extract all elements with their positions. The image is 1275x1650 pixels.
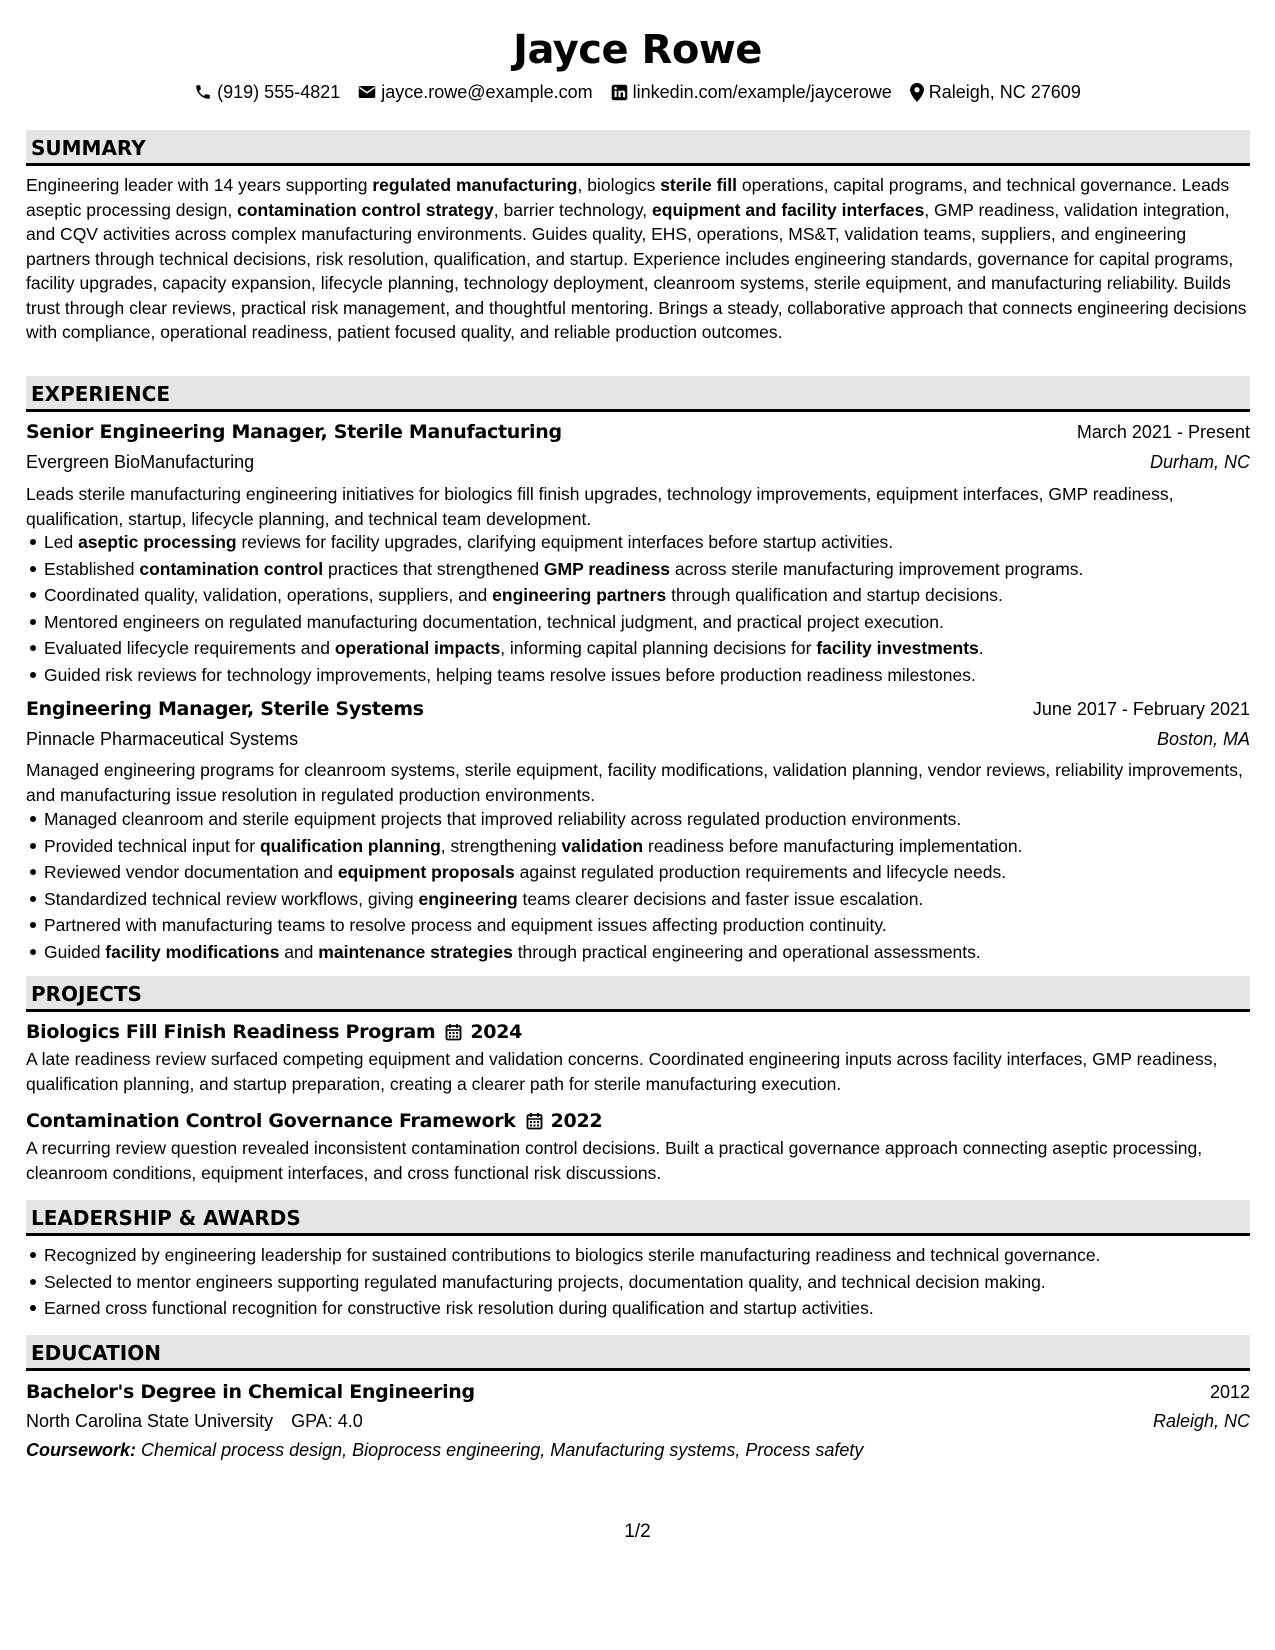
candidate-name: Jayce Rowe [513,27,762,73]
project-year [445,1019,522,1045]
contact-email[interactable] [358,80,592,104]
job-description: Managed engineering programs for cleanroom systems, sterile equipment, facility modifications, validation planning, vendor reviews, reliability improvements, and manufacturing issue resolution in regulated production environments. [26,760,1243,805]
leadership-bullets [26,1242,1250,1322]
bullet-item: Evaluated lifecycle requirements and operational impacts, informing capital planning decisions for facility investments. [26,635,1250,662]
leadership-heading: LEADERSHIP & AWARDS [31,1206,301,1230]
coursework-label: Coursework: [26,1440,137,1460]
job-location: Durham, NC [1149,452,1250,472]
experience-section-header [26,376,1250,412]
job-location: Boston, MA [1156,729,1250,749]
contact-phone [194,80,340,104]
emphasis-text: operational impacts [334,638,501,658]
emphasis-text: regulated manufacturing [372,175,578,195]
contact-row [0,80,1275,104]
emphasis-text: contamination control strategy [237,199,494,220]
envelope-icon [358,84,376,100]
coursework-text: Chemical process design, Bioprocess engineering, Manufacturing systems, Process safety [141,1440,864,1460]
graduation-year: 2012 [1209,1382,1250,1402]
emphasis-text: sterile fill [660,175,738,195]
experience-heading: EXPERIENCE [31,382,170,406]
project-year-text: 2024 [470,1021,523,1043]
calendar-icon [526,1112,543,1130]
projects-section-header [26,976,1250,1012]
emphasis-text: maintenance strategies [318,941,513,962]
emphasis-text: engineering [418,888,518,909]
summary-text: Engineering leader with 14 years supporting regulated manufacturing, biologics sterile fill operations, capital programs, and technical governance. Leads aseptic processing design, contamination control strategy, barrier technology, equipment and facility interfaces, GMP readiness, validation integration, and CQV activities across complex manufacturing environments. Guides quality, EHS, operations, MS&T, validation teams, suppliers, and engineering partners through technical decisions, risk resolution, qualification, and startup. Experience includes engineering standards, governance for capital programs, facility upgrades, capacity expansion, lifecycle planning, technology deployment, cleanroom systems, sterile equipment, and manufacturing reliability. Builds trust through clear reviews, practical risk management, and thoughtful mentoring. Brings a steady, collaborative approach that connects engineering decisions with compliance, operational readiness, patient focused quality, and reliable production outcomes. [26,175,1247,342]
summary-section-header [26,130,1250,166]
bullet-item: Reviewed vendor documentation and equipment proposals against regulated production requirements and lifecycle needs. [26,859,1250,886]
job-title: Senior Engineering Manager, Sterile Manufacturing [26,421,562,443]
leadership-item: Recognized by engineering leadership for sustained contributions to biologics sterile manufacturing readiness and technical governance. [26,1242,1250,1269]
contact-linkedin[interactable] [611,80,892,104]
bullet-item: Partnered with manufacturing teams to resolve process and equipment issues affecting production continuity. [26,912,1250,939]
project-year-text: 2022 [550,1110,603,1132]
emphasis-text: facility investments [816,638,979,658]
leadership-section-header [26,1200,1250,1236]
gpa: GPA: 4.0 [291,1411,363,1431]
map-pin-icon [910,83,924,102]
bullet-item: Established contamination control practices that strengthened GMP readiness across sterile manufacturing improvement programs. [26,556,1250,583]
coursework [26,1437,863,1463]
emphasis-text: qualification planning [259,835,441,856]
job-title: Engineering Manager, Sterile Systems [26,698,424,720]
emphasis-text: aseptic processing [78,532,237,552]
job-company: Evergreen BioManufacturing [26,452,255,472]
bullet-item: Standardized technical review workflows, giving engineering teams clearer decisions and faster issue escalation. [26,886,1250,913]
emphasis-text: GMP readiness [543,558,671,579]
bullet-item: Mentored engineers on regulated manufacturing documentation, technical judgment, and practical project execution. [26,609,1250,636]
bullet-item: Managed cleanroom and sterile equipment projects that improved reliability across regulated production environments. [26,806,1250,833]
bullet-item: Guided risk reviews for technology improvements, helping teams resolve issues before production readiness milestones. [26,662,1250,689]
education-section-header [26,1335,1250,1371]
projects-heading: PROJECTS [31,982,142,1006]
project-description: A recurring review question revealed inconsistent contamination control decisions. Built a practical governance approach connecting aseptic processing, cleanroom conditions, equipment interfaces, and cross functional risk discussions. [26,1138,1203,1183]
phone-icon [194,83,212,101]
job-bullets [26,529,1250,688]
page-number: 1/2 [624,1521,651,1542]
emphasis-text: equipment proposals [337,862,515,882]
emphasis-text: equipment and facility interfaces [652,199,925,220]
emphasis-text: engineering partners [492,585,667,605]
bullet-item: Coordinated quality, validation, operations, suppliers, and engineering partners through qualification and startup decisions. [26,582,1250,609]
bullet-item: Provided technical input for qualification planning, strengthening validation readiness before manufacturing implementation. [26,833,1250,860]
project-title: Contamination Control Governance Framework [26,1110,516,1132]
summary-heading: SUMMARY [31,136,146,160]
calendar-icon [445,1023,462,1041]
project-description: A late readiness review surfaced competing equipment and validation concerns. Coordinated engineering inputs across facility interfaces, GMP readiness, qualification planning, and startup preparation, creating a clearer path for sterile manufacturing execution. [26,1049,1218,1094]
school-name: North Carolina State University [26,1411,274,1431]
emphasis-text: contamination control [139,558,324,579]
job-description: Leads sterile manufacturing engineering initiatives for biologics fill finish upgrades, technology improvements, equipment interfaces, GMP readiness, qualification, startup, lifecycle planning, and technical team development. [26,484,1174,529]
emphasis-text: validation [561,835,644,856]
phone-text: (919) 555-4821 [217,82,341,102]
job-bullets [26,806,1250,965]
leadership-item: Earned cross functional recognition for constructive risk resolution during qualification and startup activities. [26,1295,1250,1322]
bullet-item: Guided facility modifications and maintenance strategies through practical engineering and operational assessments. [26,939,1250,966]
project-title: Biologics Fill Finish Readiness Program [26,1021,436,1043]
email-text[interactable]: jayce.rowe@example.com [381,82,593,102]
leadership-item: Selected to mentor engineers supporting regulated manufacturing projects, documentation quality, and technical decision making. [26,1269,1250,1296]
location-text: Raleigh, NC 27609 [928,82,1081,102]
bullet-item: Led aseptic processing reviews for facility upgrades, clarifying equipment interfaces before startup activities. [26,529,1250,556]
degree-title: Bachelor's Degree in Chemical Engineering [26,1381,475,1403]
job-dates: March 2021 - Present [1076,422,1250,442]
project-year [526,1108,603,1134]
project-title-row [26,1108,602,1134]
school-location: Raleigh, NC [1152,1411,1250,1431]
job-company: Pinnacle Pharmaceutical Systems [26,729,299,749]
linkedin-icon [611,84,628,101]
school-row [26,1408,363,1434]
job-dates: June 2017 - February 2021 [1032,699,1250,719]
education-heading: EDUCATION [31,1341,161,1365]
contact-location [910,80,1081,104]
linkedin-text[interactable]: linkedin.com/example/jaycerowe [632,82,892,102]
project-title-row [26,1019,522,1045]
emphasis-text: facility modifications [105,941,280,962]
